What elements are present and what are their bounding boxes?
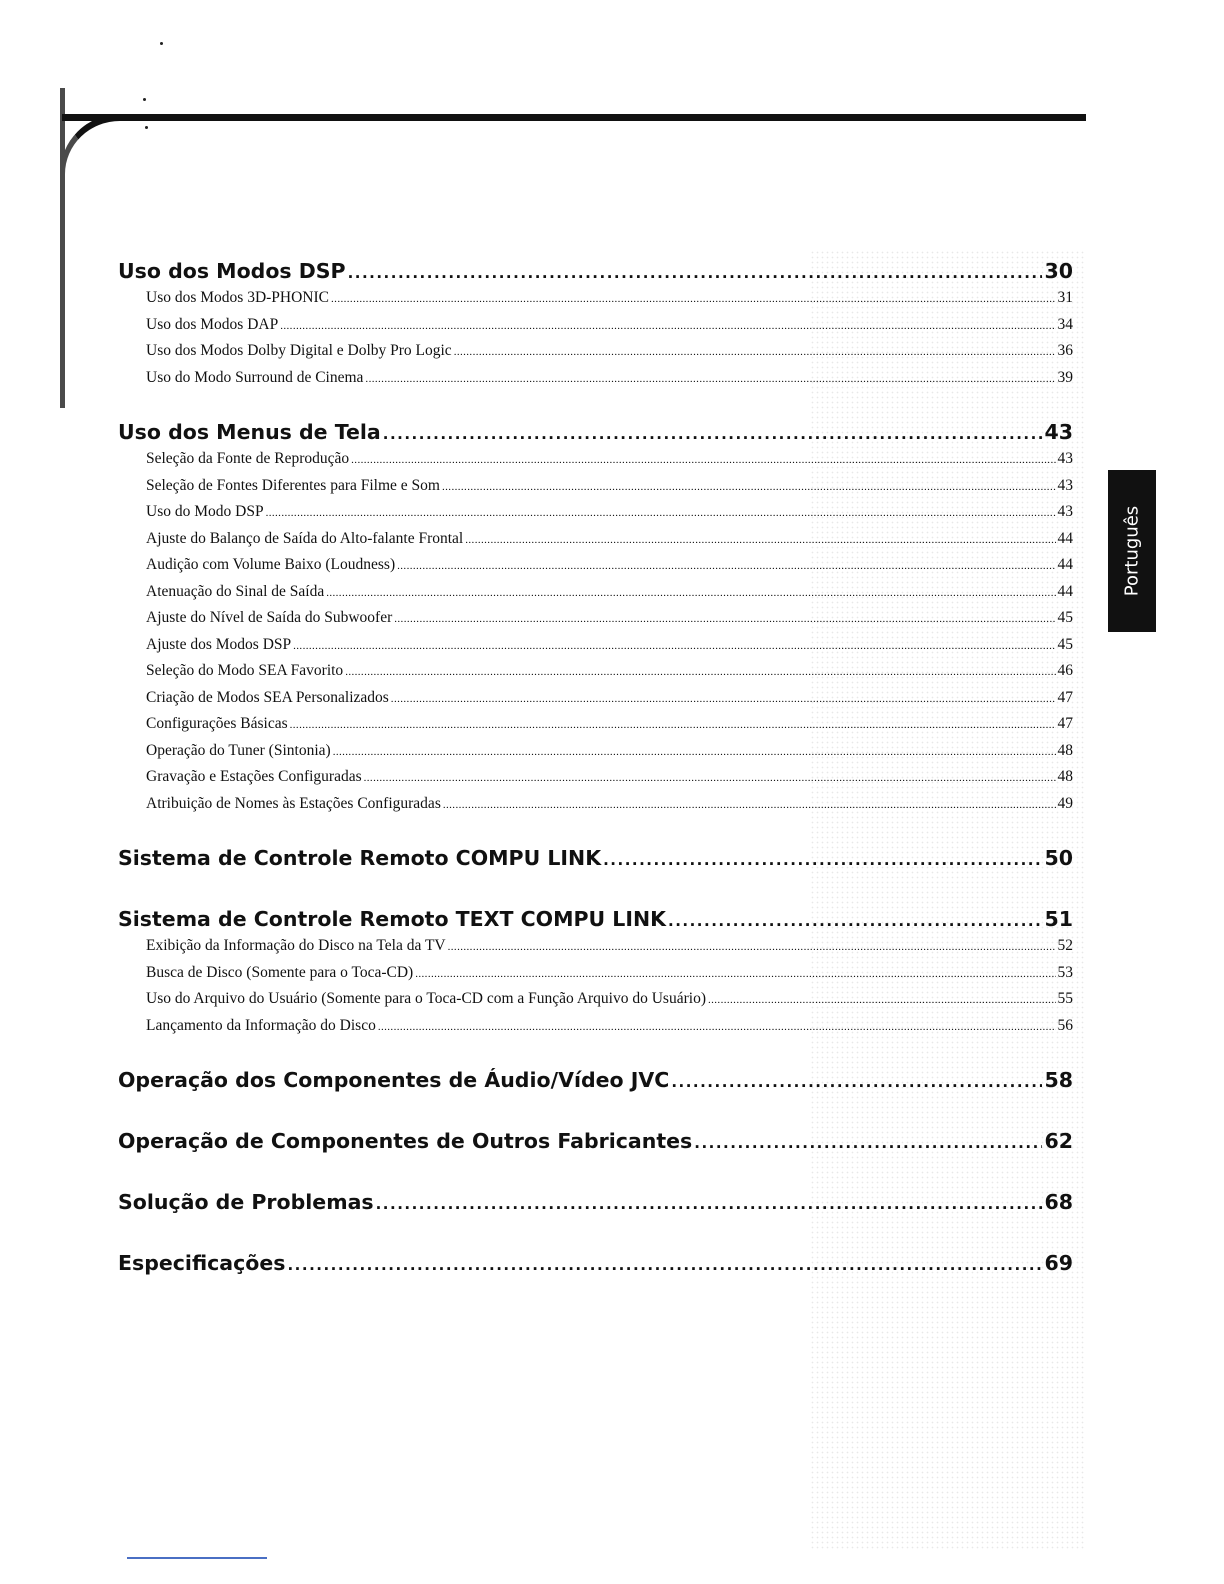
toc-subitem-title: Seleção do Modo SEA Favorito [146, 662, 344, 679]
toc-dot-leader [671, 1069, 1042, 1096]
toc-subitem-entry[interactable] [118, 473, 1073, 500]
toc-subitem-entry[interactable] [118, 764, 1073, 791]
toc-subitem-page: 53 [1057, 963, 1073, 981]
toc-subitem-entry[interactable] [118, 685, 1073, 712]
toc-section-page: 43 [1044, 420, 1073, 444]
toc-section-entry[interactable] [118, 1128, 1073, 1155]
toc-subitem-page: 48 [1057, 768, 1073, 785]
toc-subitem-entry[interactable] [118, 285, 1073, 312]
toc-subitem-entry[interactable] [118, 579, 1073, 606]
toc-section-gap [118, 1155, 1073, 1189]
toc-subitem-entry[interactable] [118, 1013, 1073, 1040]
toc-subitem-title: Configurações Básicas [146, 715, 288, 732]
toc-subitem-page: 55 [1057, 990, 1073, 1007]
toc-subitem-page: 43 [1057, 503, 1073, 520]
toc-subitem-title: Gravação e Estações Configuradas [146, 768, 362, 785]
toc-dot-leader [266, 500, 1056, 527]
toc-subitem-page: 45 [1057, 635, 1073, 653]
toc-section-gap [118, 1039, 1073, 1067]
left-margin-rule [60, 88, 65, 408]
toc-section-title: Sistema de Controle Remoto COMPU LINK [118, 846, 602, 870]
toc-dot-leader [668, 908, 1042, 935]
toc-subitem-title: Uso do Modo Surround de Cinema [146, 368, 364, 386]
toc-dot-leader [287, 1252, 1042, 1279]
toc-section-gap [118, 391, 1073, 419]
toc-dot-leader [326, 580, 1055, 607]
toc-section-page: 50 [1044, 846, 1073, 870]
toc-section-entry[interactable] [118, 845, 1073, 872]
toc-subitem-entry[interactable] [118, 499, 1073, 526]
toc-section-page: 69 [1044, 1251, 1073, 1275]
footer-rule [127, 1557, 267, 1559]
toc-section-page: 51 [1044, 907, 1073, 931]
toc-section-page: 62 [1044, 1129, 1073, 1153]
toc-dot-leader [333, 739, 1056, 766]
language-tab-label: Português [1121, 505, 1143, 597]
toc-subitem-title: Operação do Tuner (Sintonia) [146, 741, 331, 759]
toc-section-entry[interactable] [118, 258, 1073, 285]
toc-subitem-page: 44 [1057, 529, 1073, 547]
toc-dot-leader [348, 260, 1043, 287]
toc-dot-leader [376, 1191, 1043, 1218]
toc-section-title: Operação dos Componentes de Áudio/Vídeo JVC [118, 1068, 670, 1092]
toc-section-entry[interactable] [118, 1189, 1073, 1216]
toc-section-gap [118, 1094, 1073, 1128]
toc-subitem-entry[interactable] [118, 605, 1073, 632]
toc-subitem-entry[interactable] [118, 711, 1073, 738]
toc-subitem-entry[interactable] [118, 960, 1073, 987]
toc-subitem-entry[interactable] [118, 552, 1073, 579]
toc-dot-leader [391, 686, 1056, 713]
toc-subitem-page: 43 [1057, 450, 1073, 467]
scan-artifact [160, 42, 163, 45]
toc-dot-leader [364, 765, 1056, 792]
toc-subitem-entry[interactable] [118, 986, 1073, 1013]
toc-subitem-title: Ajuste do Balanço de Saída do Alto-falante Frontal [146, 529, 464, 547]
toc-subitem-page: 45 [1057, 609, 1073, 626]
toc-dot-leader [290, 712, 1056, 739]
toc-dot-leader [365, 366, 1055, 393]
toc-subitem-title: Exibição da Informação do Disco na Tela da TV [146, 937, 446, 954]
toc-dot-leader [293, 633, 1055, 660]
toc-section-entry[interactable] [118, 906, 1073, 933]
toc-subitem-title: Criação de Modos SEA Personalizados [146, 688, 389, 706]
toc-subitem-title: Lançamento da Informação do Disco [146, 1016, 376, 1034]
toc-subitem-title: Busca de Disco (Somente para o Toca-CD) [146, 963, 414, 981]
toc-subitem-page: 52 [1057, 937, 1073, 954]
table-of-contents [118, 258, 1073, 1277]
toc-subitem-page: 46 [1057, 662, 1073, 679]
toc-subitem-page: 34 [1057, 315, 1073, 333]
toc-subitem-entry[interactable] [118, 933, 1073, 960]
toc-subitem-page: 47 [1057, 688, 1073, 706]
toc-subitem-entry[interactable] [118, 632, 1073, 659]
toc-dot-leader [378, 1014, 1056, 1041]
toc-section-title: Especificações [118, 1251, 286, 1275]
toc-subitem-entry[interactable] [118, 738, 1073, 765]
toc-subitem-page: 36 [1057, 342, 1073, 359]
toc-subitem-page: 44 [1057, 556, 1073, 573]
toc-section-gap [118, 817, 1073, 845]
toc-subitem-page: 48 [1057, 741, 1073, 759]
scan-artifact [143, 98, 146, 101]
toc-subitem-title: Ajuste dos Modos DSP [146, 635, 292, 653]
toc-subitem-title: Atribuição de Nomes às Estações Configuradas [146, 794, 441, 812]
toc-section-gap [118, 1216, 1073, 1250]
toc-dot-leader [448, 934, 1056, 961]
toc-section-page: 30 [1044, 259, 1073, 283]
toc-subitem-entry[interactable] [118, 338, 1073, 365]
toc-dot-leader [383, 421, 1043, 448]
language-tab [1108, 470, 1156, 632]
toc-subitem-title: Ajuste do Nível de Saída do Subwoofer [146, 609, 393, 626]
toc-dot-leader [454, 339, 1056, 366]
toc-section-title: Operação de Componentes de Outros Fabricantes [118, 1129, 693, 1153]
toc-dot-leader [280, 313, 1055, 340]
toc-subitem-entry[interactable] [118, 526, 1073, 553]
scan-artifact [145, 126, 148, 129]
toc-section-gap [118, 872, 1073, 906]
toc-dot-leader [394, 606, 1055, 633]
toc-subitem-entry[interactable] [118, 658, 1073, 685]
toc-subitem-entry[interactable] [118, 446, 1073, 473]
toc-dot-leader [331, 286, 1055, 313]
toc-subitem-title: Uso do Modo DSP [146, 503, 264, 520]
toc-subitem-title: Atenuação do Sinal de Saída [146, 582, 325, 600]
toc-dot-leader [397, 553, 1055, 580]
toc-dot-leader [694, 1130, 1042, 1157]
toc-subitem-page: 39 [1057, 368, 1073, 386]
header-corner-curve [60, 114, 145, 181]
toc-subitem-page: 44 [1057, 582, 1073, 600]
toc-dot-leader [603, 847, 1042, 874]
toc-subitem-title: Uso dos Modos Dolby Digital e Dolby Pro Logic [146, 342, 452, 359]
toc-dot-leader [351, 447, 1055, 474]
toc-subitem-page: 31 [1057, 289, 1073, 306]
toc-section-entry[interactable] [118, 1067, 1073, 1094]
toc-dot-leader [415, 961, 1055, 988]
toc-subitem-page: 47 [1057, 715, 1073, 732]
toc-subitem-title: Uso dos Modos DAP [146, 315, 279, 333]
toc-subitem-entry[interactable] [118, 365, 1073, 392]
toc-section-entry[interactable] [118, 1250, 1073, 1277]
toc-subitem-page: 49 [1057, 794, 1073, 812]
toc-dot-leader [443, 792, 1056, 819]
toc-section-title: Uso dos Modos DSP [118, 259, 346, 283]
toc-section-page: 58 [1044, 1068, 1073, 1092]
toc-subitem-title: Seleção da Fonte de Reprodução [146, 450, 350, 467]
toc-subitem-title: Uso dos Modos 3D-PHONIC [146, 289, 330, 306]
toc-section-title: Sistema de Controle Remoto TEXT COMPU LINK [118, 907, 667, 931]
toc-subitem-entry[interactable] [118, 312, 1073, 339]
toc-dot-leader [708, 987, 1056, 1014]
toc-subitem-title: Audição com Volume Baixo (Loudness) [146, 556, 396, 573]
toc-section-title: Solução de Problemas [118, 1190, 374, 1214]
toc-dot-leader [442, 474, 1056, 501]
toc-subitem-title: Uso do Arquivo do Usuário (Somente para o Toca-CD com a Função Arquivo do Usuário) [146, 990, 706, 1007]
toc-subitem-page: 56 [1057, 1016, 1073, 1034]
toc-section-page: 68 [1044, 1190, 1073, 1214]
header-rule [62, 114, 1086, 121]
toc-subitem-page: 43 [1057, 476, 1073, 494]
toc-dot-leader [465, 527, 1055, 554]
toc-subitem-title: Seleção de Fontes Diferentes para Filme e Som [146, 476, 440, 494]
toc-dot-leader [345, 659, 1055, 686]
toc-section-title: Uso dos Menus de Tela [118, 420, 381, 444]
toc-section-entry[interactable] [118, 419, 1073, 446]
toc-subitem-entry[interactable] [118, 791, 1073, 818]
